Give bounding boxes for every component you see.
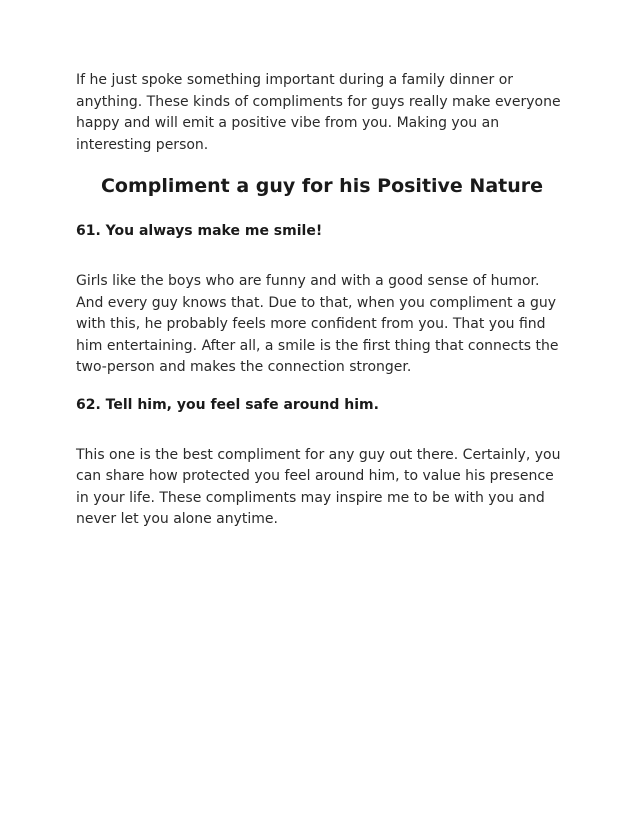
item-title-62: 62. Tell him, you feel safe around him.	[76, 396, 379, 413]
section-heading: Compliment a guy for his Positive Nature	[100, 175, 544, 197]
item-body-62: This one is the best compliment for any guy out there. Certainly, you can share how protected you feel around him, to value his presence in your life. These compliments may inspire me to be with you and never let you alone anytime.	[76, 446, 561, 527]
item-body-61: Girls like the boys who are funny and with a good sense of humor. And every guy knows that. Due to that, when you compliment a guy with this, he probably feels more confident from you. That you find him entertaining. After all, a smile is the first thing that connects the two-person and makes the connection stronger.	[76, 273, 559, 375]
intro-paragraph: If he just spoke something important during a family dinner or anything. These kinds of compliments for guys really make everyone happy and will emit a positive vibe from you. Making you an interesting person.	[76, 72, 561, 153]
item-title-61: 61. You always make me smile!	[76, 223, 323, 239]
